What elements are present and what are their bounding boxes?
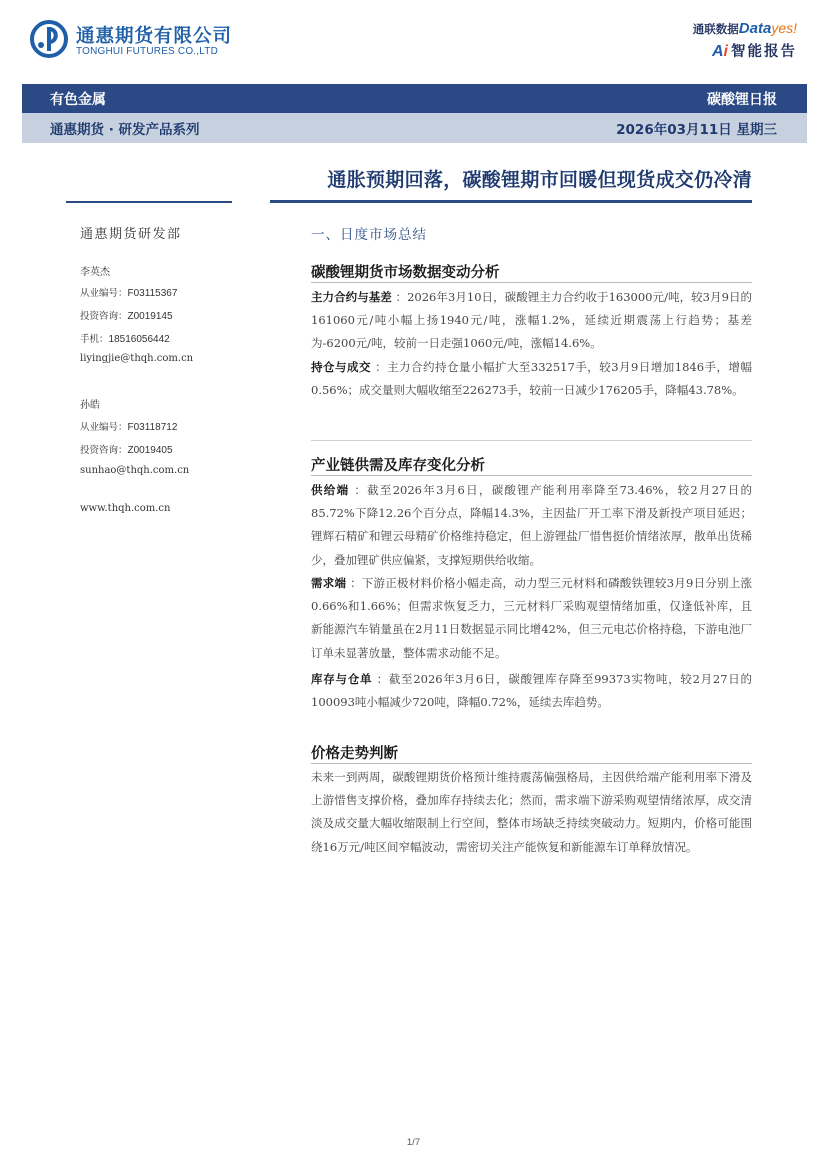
subsection-title: 产业链供需及库存变化分析 <box>311 458 485 474</box>
analyst-consult <box>80 442 173 456</box>
license-value: F03118712 <box>127 422 178 433</box>
report-title: 通胀预期回落，碳酸锂期市回暖但现货成交仍冷清 <box>327 169 752 191</box>
paragraph-text: ：2026年3月10日，碳酸锂主力合约收于163000元/吨，较3月9日的161060元/吨小幅上扬1940元/吨，涨幅1.2%，延续近期震荡上行趋势；基差为-6200元/吨，较前一日走强1060元/吨，涨幅14.6%。 <box>311 290 752 351</box>
paragraph-label: 库存与仓单 <box>311 672 373 686</box>
paragraph-label: 持仓与成交 <box>311 360 371 374</box>
datayes-logo <box>693 20 797 37</box>
series-label: 通惠期货 · 研发产品系列 <box>50 122 200 138</box>
subsection-underline <box>311 475 752 476</box>
paragraph <box>311 668 752 714</box>
section-separator <box>311 440 752 441</box>
analyst-name: 李英杰 <box>80 267 110 278</box>
paragraph-text: ：截至2026年3月6日，碳酸锂库存降至99373实物吨，较2月27日的100093吨小幅减少720吨，降幅0.72%，延续去库趋势。 <box>311 672 752 710</box>
analyst-phone <box>80 331 170 345</box>
ai-logo-i: i <box>723 43 728 60</box>
datayes-logo-data: Data <box>738 20 772 37</box>
report-type-label: 碳酸锂日报 <box>707 91 777 108</box>
license-label: 从业编号： <box>80 422 128 433</box>
consult-value: Z0019145 <box>127 311 173 322</box>
ai-logo-a: A <box>711 43 724 60</box>
section-heading: 一、日度市场总结 <box>311 227 427 243</box>
license-value: F03115367 <box>127 288 178 299</box>
paragraph <box>311 572 752 665</box>
analyst-license <box>80 285 177 299</box>
paragraph <box>311 286 752 356</box>
company-name-en: TONGHUI FUTURES CO.,LTD <box>76 46 219 57</box>
subsection-underline <box>311 282 752 283</box>
paragraph <box>311 356 752 402</box>
page-number: 1/7 <box>406 1137 421 1148</box>
analyst-consult <box>80 308 173 322</box>
ai-report-logo <box>712 40 797 61</box>
paragraph <box>311 766 752 859</box>
paragraph-text: ：主力合约持仓量小幅扩大至332517手，较3月9日增加1846手，增幅0.56%；成交量则大幅收缩至226273手，较前一日减少176205手，降幅43.78%。 <box>311 360 753 398</box>
report-date: 2026年03月11日 星期三 <box>616 122 777 138</box>
analyst-name: 孙皓 <box>80 400 100 411</box>
subsection-underline <box>311 763 752 764</box>
phone-label: 手机： <box>80 334 109 345</box>
consult-label: 投资咨询： <box>80 311 128 322</box>
license-label: 从业编号： <box>80 288 128 299</box>
paragraph-text: 未来一到两周，碳酸锂期货价格预计维持震荡偏强格局，主因供给端产能利用率下滑及上游惜售支撑价格，叠加库存持续去化；然而，需求端下游采购观望情绪浓厚，成交清淡及成交量大幅收缩限制上行空间，整体市场缺乏持续突破动力。短期内，价格可能围绕16万元/吨区间窄幅波动，需密切关注产能恢复和新能源车订单释放情况。 <box>311 770 752 854</box>
analyst-email[interactable]: liyingjie@thqh.com.cn <box>80 353 194 364</box>
paragraph-label: 供给端 <box>311 483 350 497</box>
title-divider <box>270 200 752 203</box>
paragraph <box>311 479 752 572</box>
company-name-cn: 通惠期货有限公司 <box>76 26 233 47</box>
ai-report-text: 智能报告 <box>731 44 797 60</box>
category-label: 有色金属 <box>50 91 106 108</box>
consult-label: 投资咨询： <box>80 445 128 456</box>
company-logo-icon <box>30 20 68 58</box>
sidebar-divider <box>66 201 232 203</box>
analyst-email[interactable]: sunhao@thqh.com.cn <box>80 465 190 476</box>
paragraph-label: 主力合约与基差 <box>311 290 392 304</box>
datayes-logo-yes: yes! <box>771 20 797 36</box>
analyst-license <box>80 419 177 433</box>
banner-bottom <box>22 113 807 143</box>
subsection-title: 价格走势判断 <box>311 746 398 762</box>
company-website[interactable]: www.thqh.com.cn <box>80 503 171 514</box>
paragraph-text: ：下游正极材料价格小幅走高，动力型三元材料和磷酸铁锂较3月9日分别上涨0.66%和1.66%；但需求恢复乏力，三元材料厂采购观望情绪加重，仅逢低补库，且新能源汽车销量虽在2月11日数据显示同比增42%，但三元电芯价格持稳，下游电池厂订单未显著放量，整体需求动能不足。 <box>311 576 752 660</box>
banner-top <box>22 84 807 113</box>
consult-value: Z0019405 <box>127 445 173 456</box>
paragraph-text: ：截至2026年3月6日，碳酸锂产能利用率降至73.46%，较2月27日的85.72%下降12.26个百分点，降幅14.3%，主因盐厂开工率下滑及新投产项目延迟；锂辉石精矿和锂云母精矿价格维持稳定，但上游锂盐厂惜售挺价情绪浓厚，散单出货稀少，叠加锂矿供应偏紧，支撑短期供给收缩。 <box>311 483 752 567</box>
paragraph-label: 需求端 <box>311 576 347 590</box>
phone-value: 18516056442 <box>108 334 170 345</box>
department-name: 通惠期货研发部 <box>80 227 182 242</box>
subsection-title: 碳酸锂期货市场数据变动分析 <box>311 265 500 281</box>
datayes-logo-cn: 通联数据 <box>692 22 739 36</box>
